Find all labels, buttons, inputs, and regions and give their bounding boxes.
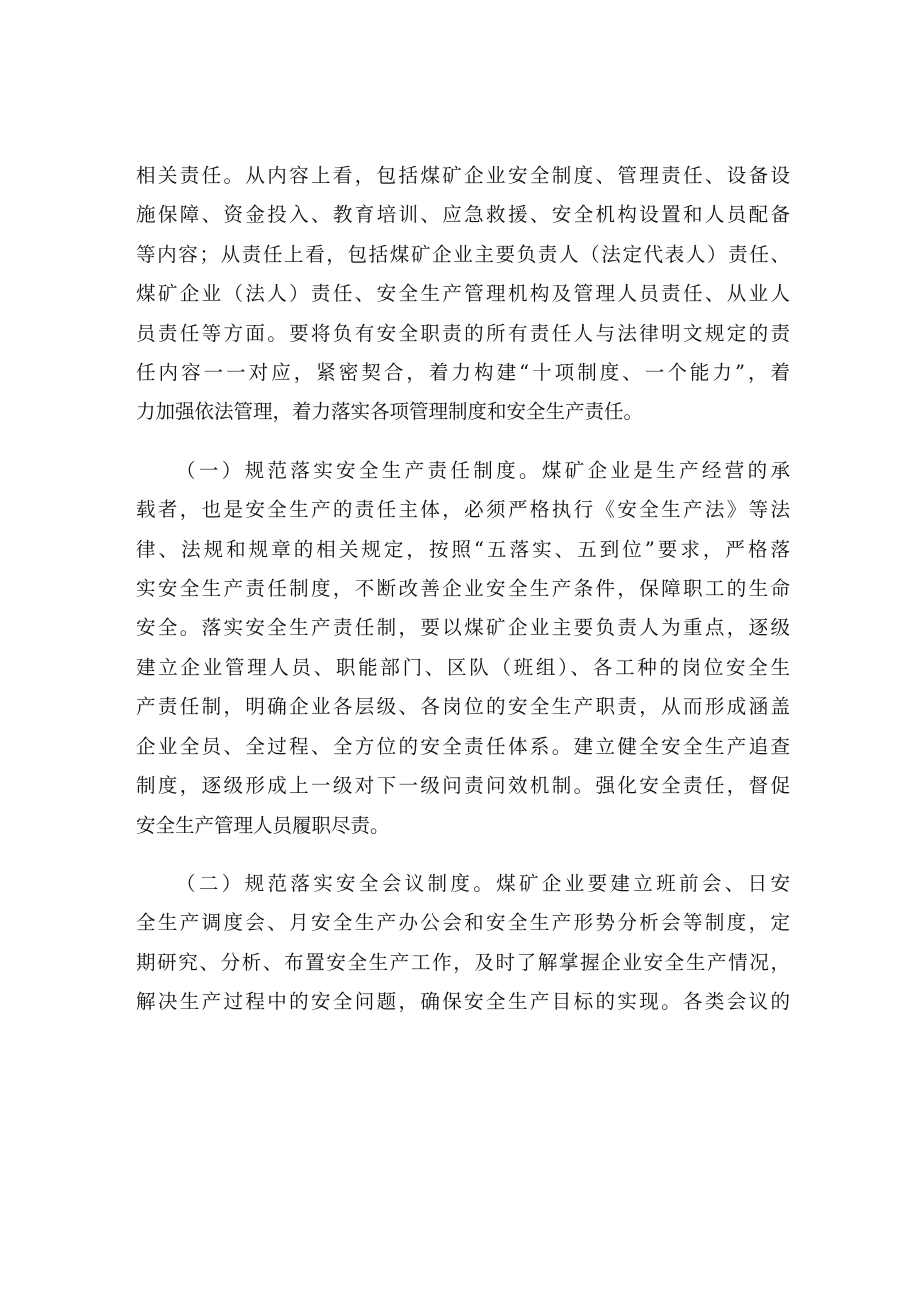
text-line: 建立企业管理人员、职能部门、区队（班组）、各工种的岗位安全生: [136, 655, 790, 679]
text-line: 载者，也是安全生产的责任主体，必须严格执行《安全生产法》等法: [136, 498, 790, 522]
paragraph-section-two: [136, 864, 790, 1022]
text-line: 等内容；从责任上看，包括煤矿企业主要负责人（法定代表人）责任、: [136, 242, 790, 266]
text-line: 员责任等方面。要将负有安全职责的所有责任人与法律明文规定的责: [136, 321, 790, 345]
text-line: 力加强依法管理，着力落实各项管理制度和安全生产责任。: [136, 400, 644, 424]
text-line: 制度，逐级形成上一级对下一级问责问效机制。强化安全责任，督促: [136, 774, 790, 798]
text-line-heading: （一）规范落实安全生产责任制度。煤矿企业是生产经营的承: [176, 458, 790, 482]
paragraph-responsibility-overview: [136, 156, 790, 432]
text-line: 期研究、分析、布置安全生产工作，及时了解掌握企业安全生产情况，: [136, 950, 790, 974]
text-line-heading: （二）规范落实安全会议制度。煤矿企业要建立班前会、日安: [176, 871, 790, 895]
document-body: [136, 156, 790, 1022]
text-line: 煤矿企业（法人）责任、安全生产管理机构及管理人员责任、从业人: [136, 282, 790, 306]
text-line: 产责任制，明确企业各层级、各岗位的安全生产职责，从而形成涵盖: [136, 695, 790, 719]
text-line: 任内容一一对应，紧密契合，着力构建“十项制度、一个能力”，着: [136, 361, 790, 385]
text-line: 施保障、资金投入、教育培训、应急救援、安全机构设置和人员配备: [136, 203, 790, 227]
text-line: 全生产调度会、月安全生产办公会和安全生产形势分析会等制度，定: [136, 911, 790, 935]
text-line: 企业全员、全过程、全方位的安全责任体系。建立健全安全生产追查: [136, 734, 790, 758]
text-line: 相关责任。从内容上看，包括煤矿企业安全制度、管理责任、设备设: [136, 164, 790, 187]
text-line: 实安全生产责任制度，不断改善企业安全生产条件，保障职工的生命: [136, 577, 790, 601]
text-line: 律、法规和规章的相关规定，按照“五落实、五到位”要求，严格落: [136, 537, 790, 561]
text-line: 解决生产过程中的安全问题，确保安全生产目标的实现。各类会议的: [136, 990, 790, 1014]
text-line: 安全。落实安全生产责任制，要以煤矿企业主要负责人为重点，逐级: [136, 616, 790, 640]
text-line: 安全生产管理人员履职尽责。: [136, 813, 390, 837]
paragraph-section-one: [136, 451, 790, 845]
